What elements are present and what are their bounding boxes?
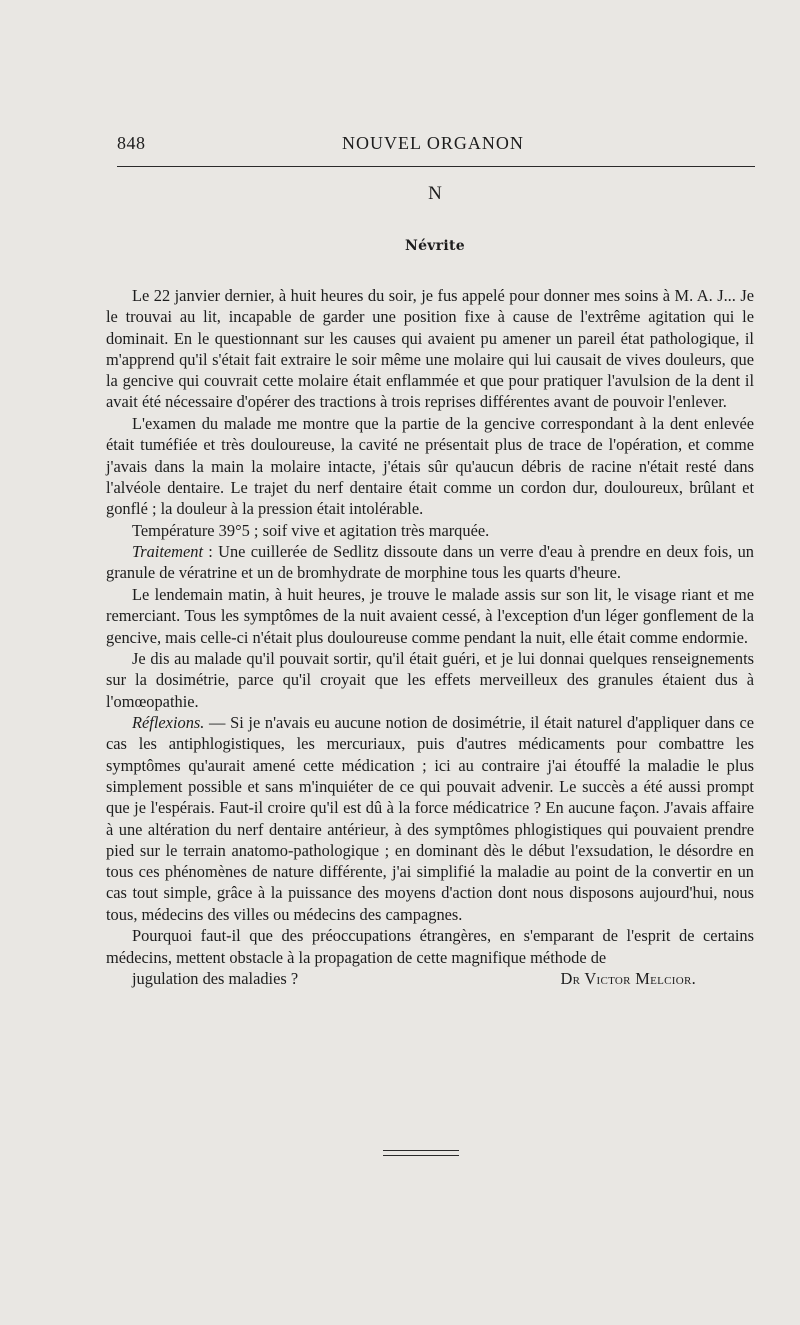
end-rule-top bbox=[383, 1150, 459, 1151]
paragraph-1: Le 22 janvier dernier, à huit heures du soir, je fus appelé pour donner mes soins à M. A. J... Je le trouvai au lit, incapable de garder une position fixe à cause de l'extrême agitation qui le dominait. En le questionnant sur les causes qui avaient pu amener un pareil état pathologique, il m'apprend qu'il s'était fait extraire le soir même une molaire qui lui causait de vives douleurs, que la gencive qui couvrait cette molaire était enflammée et que pour pratiquer l'avulsion de la dent il avait été nécessaire d'opérer des tractions à trois reprises différentes avant de pouvoir l'enlever. bbox=[106, 286, 754, 412]
paragraph-traitement bbox=[106, 541, 754, 584]
signature: Dr Victor Melcior. bbox=[560, 968, 696, 988]
paragraph-je-dis: Je dis au malade qu'il pouvait sortir, qu'il était guéri, et je lui donnai quelques renseignements sur la dosimétrie, parce qu'il croyait que les effets merveilleux des granules étaient dus à l'omœopathie. bbox=[106, 648, 754, 711]
section-letter: N bbox=[428, 183, 442, 204]
closing-last-line bbox=[106, 968, 754, 989]
closing-text: Pourquoi faut-il que des préoccupations étrangères, en s'emparant de l'esprit de certains médecins, mettent obstacle à la propagation de cette magnifique méthode de bbox=[106, 926, 754, 967]
running-title: NOUVEL ORGANON bbox=[342, 133, 524, 153]
article-body bbox=[106, 285, 754, 989]
paragraph-closing bbox=[106, 925, 754, 989]
traitement-label: Traitement bbox=[132, 542, 204, 562]
header-rule bbox=[117, 166, 755, 167]
paragraph-reflexions bbox=[106, 712, 754, 925]
paragraph-2: L'examen du malade me montre que la partie de la gencive correspondant à la dent enlevée était tuméfiée et très douloureuse, la cavité ne présentait plus de trace de l'opération, et comme j'avais dans la main la molaire intacte, j'étais sûr qu'aucun débris de racine n'était resté dans l'alvéole dentaire. Le trajet du nerf dentaire était comme un cordon dur, douloureux, brûlant et gonflé ; la douleur à la pression était intolérable. bbox=[106, 413, 754, 519]
paragraph-temperature: Température 39°5 ; soif vive et agitation très marquée. bbox=[132, 520, 490, 540]
article-title: Névrite bbox=[404, 238, 465, 254]
closing-last-words: jugulation des maladies ? bbox=[132, 968, 299, 988]
page-number: 848 bbox=[117, 133, 146, 153]
reflexions-text: — Si je n'avais eu aucune notion de dosimétrie, il était naturel d'appliquer dans ce cas les antiphlogistiques, les mercuriaux, puis d'autres médicaments pour combattre les symptômes qu'aurait amené cette médication ; ici au contraire j'ai étouffé la maladie le plus simplement possible et sans m'inquiéter de ce qui pouvait advenir. Le succès a été aussi prompt que je l'espérais. Faut-il croire qu'il est dû à la force médicatrice ? En aucune façon. J'avais affaire à une altération du nerf dentaire antérieur, à des symptômes phlogistiques qui pouvaient prendre pied sur le terrain anatomo-pathologique ; en dominant dès le début l'exsudation, le désordre en tous ces phénomènes de nature différente, j'ai simplifié la maladie au point de la convertir en un cas tout simple, grâce à la puissance des moyens d'action dont nous disposons aujourd'hui, nous tous, médecins des villes ou médecins des campagnes. bbox=[106, 713, 754, 924]
paragraph-lendemain: Le lendemain matin, à huit heures, je trouve le malade assis sur son lit, le visage riant et me remerciant. Tous les symptômes de la nuit avaient cessé, à l'exception d'un léger gonflement de la gencive, mais celle-ci n'était plus douloureuse comme pendant la nuit, elle était comme endormie. bbox=[106, 584, 754, 647]
traitement-text: : Une cuillerée de Sedlitz dissoute dans un verre d'eau à prendre en deux fois, un granule de vératrine et un de bromhydrate de morphine tous les quarts d'heure. bbox=[106, 542, 754, 583]
end-rule-bottom bbox=[383, 1155, 459, 1156]
reflexions-label: Réflexions. bbox=[132, 713, 205, 733]
running-head bbox=[117, 133, 755, 157]
